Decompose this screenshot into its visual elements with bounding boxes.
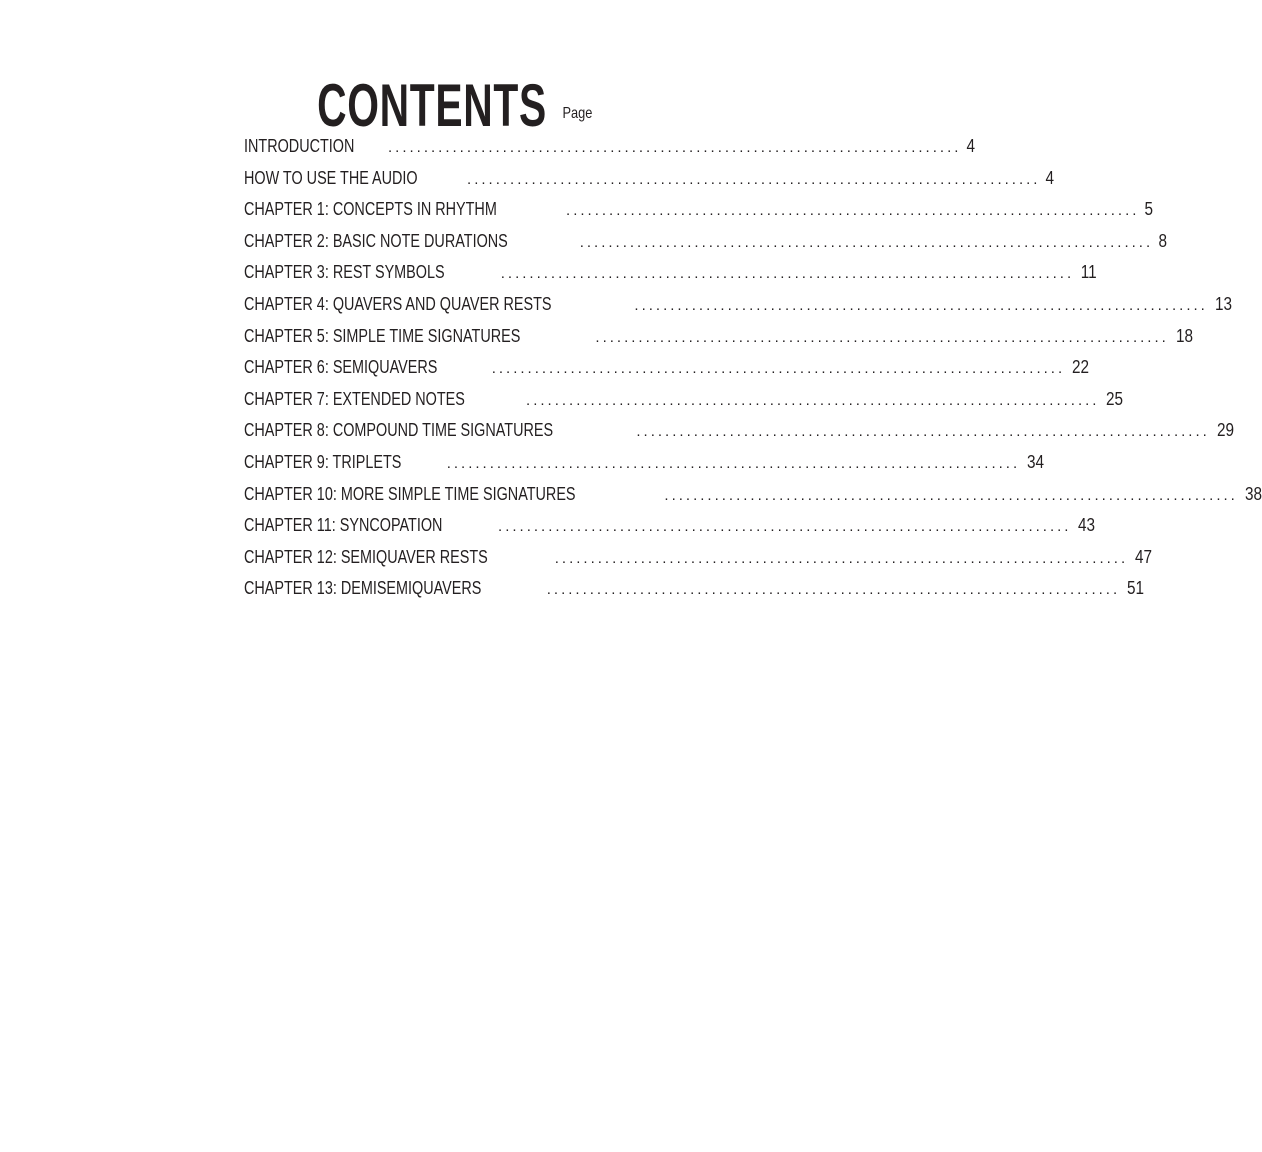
- toc-dot-leader: ................................................................................: [595, 328, 1169, 346]
- toc-entry[interactable]: [244, 131, 976, 163]
- toc-dot-leader: ................................................................................: [664, 486, 1238, 504]
- toc-entry[interactable]: [244, 479, 1262, 511]
- toc-entry[interactable]: [244, 510, 1096, 542]
- toc-entry-page-number: 51: [1127, 578, 1145, 599]
- toc-dot-leader: ................................................................................: [634, 296, 1208, 314]
- toc-entry-label: HOW TO USE THE AUDIO: [244, 167, 418, 188]
- toc-entry-label: CHAPTER 3: REST SYMBOLS: [244, 262, 445, 283]
- toc-entry-page-number: 13: [1214, 293, 1232, 314]
- toc-dot-leader: ................................................................................: [546, 581, 1121, 599]
- toc-entry-label: CHAPTER 4: QUAVERS AND QUAVER RESTS: [244, 293, 552, 314]
- toc-entry-label: CHAPTER 10: MORE SIMPLE TIME SIGNATURES: [244, 483, 576, 504]
- toc-entry-label: INTRODUCTION: [244, 136, 355, 156]
- toc-entry[interactable]: [244, 415, 1234, 447]
- toc-entry-page-number: 18: [1175, 325, 1193, 346]
- toc-entry[interactable]: [244, 321, 1193, 353]
- toc-entry-label: CHAPTER 9: TRIPLETS: [244, 451, 402, 472]
- toc-entry[interactable]: [244, 163, 1055, 195]
- toc-entry[interactable]: [244, 447, 1045, 479]
- toc-entry[interactable]: [244, 542, 1153, 574]
- toc-entry[interactable]: [244, 194, 1154, 226]
- toc-entry[interactable]: [244, 352, 1090, 384]
- toc-entry-label: CHAPTER 2: BASIC NOTE DURATIONS: [244, 230, 508, 251]
- toc-entry-page-number: 11: [1080, 262, 1097, 283]
- toc-entry-label: CHAPTER 13: DEMISEMIQUAVERS: [244, 578, 482, 599]
- page-column-label: Page: [562, 105, 592, 122]
- toc-entry-page-number: 22: [1072, 357, 1090, 378]
- toc-entry-label: CHAPTER 6: SEMIQUAVERS: [244, 357, 438, 378]
- toc-entry-page-number: 38: [1244, 483, 1262, 504]
- toc-dot-leader: ................................................................................: [579, 233, 1154, 251]
- toc-dot-leader: ................................................................................: [467, 170, 1041, 188]
- toc-dot-leader: ................................................................................: [566, 202, 1140, 220]
- toc-dot-leader: ................................................................................: [500, 265, 1075, 283]
- toc-entry-label: CHAPTER 1: CONCEPTS IN RHYTHM: [244, 199, 497, 220]
- toc-dot-leader: ................................................................................: [636, 423, 1210, 441]
- toc-dot-leader: ................................................................................: [388, 139, 962, 156]
- toc-dot-leader: ................................................................................: [554, 549, 1129, 567]
- page-title-text: CONTENTS: [317, 72, 547, 140]
- toc-dot-leader: ................................................................................: [491, 360, 1066, 378]
- toc-entry[interactable]: [244, 226, 1168, 258]
- toc-entry-page-number: 8: [1158, 230, 1168, 251]
- toc-entry[interactable]: [244, 573, 1145, 605]
- toc-entry-label: CHAPTER 8: COMPOUND TIME SIGNATURES: [244, 420, 554, 441]
- toc-entry-page-number: 43: [1078, 515, 1096, 536]
- toc-entry-page-number: 25: [1106, 388, 1124, 409]
- toc-entry-label: CHAPTER 12: SEMIQUAVER RESTS: [244, 546, 488, 567]
- toc-entry[interactable]: [244, 289, 1232, 321]
- toc-entry-label: CHAPTER 11: SYNCOPATION: [244, 515, 443, 536]
- page-column-header: [540, 103, 592, 125]
- toc-entry-label: CHAPTER 7: EXTENDED NOTES: [244, 388, 465, 409]
- toc-dot-leader: ................................................................................: [498, 518, 1072, 536]
- toc-entry-page-number: 47: [1135, 546, 1153, 567]
- toc-entry-page-number: 34: [1027, 451, 1045, 472]
- toc-dot-leader: ................................................................................: [526, 391, 1100, 409]
- toc-entry-label: CHAPTER 5: SIMPLE TIME SIGNATURES: [244, 325, 521, 346]
- toc-entry[interactable]: [244, 257, 1097, 289]
- toc-entry-page-number: 4: [1045, 167, 1055, 188]
- toc-entry-page-number: 4: [966, 136, 976, 156]
- toc-entry-page-number: 5: [1144, 199, 1154, 220]
- toc-entry-page-number: 29: [1216, 420, 1234, 441]
- toc-entry[interactable]: [244, 384, 1124, 416]
- table-of-contents: [244, 131, 1262, 605]
- toc-dot-leader: ................................................................................: [446, 454, 1021, 472]
